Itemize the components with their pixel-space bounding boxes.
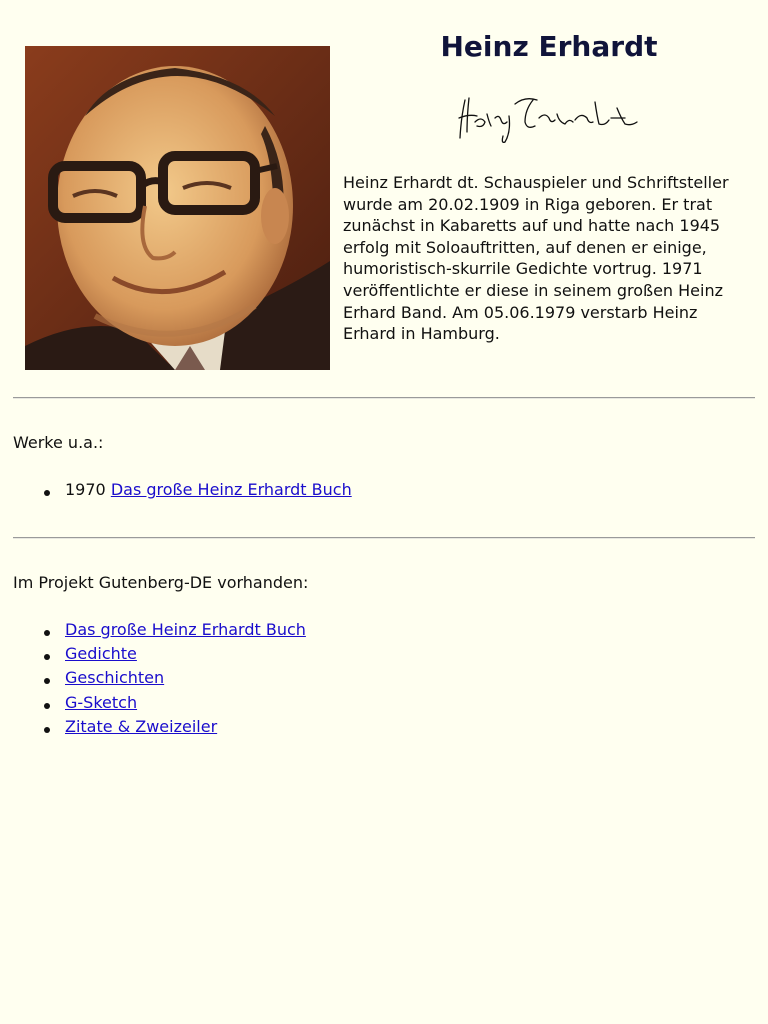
list-item <box>40 691 306 715</box>
link-erhardt-buch[interactable]: Das große Heinz Erhardt Buch <box>65 620 306 639</box>
link-zitate-zweizeiler[interactable]: Zitate & Zweizeiler <box>65 716 218 736</box>
gutenberg-heading: Im Projekt Gutenberg-DE vorhanden: <box>13 573 309 592</box>
work-link-erhardt-buch[interactable]: Das große Heinz Erhardt Buch <box>110 480 352 499</box>
divider <box>13 397 755 399</box>
link-gedichte[interactable]: Gedichte <box>65 644 137 664</box>
link-g-sketch[interactable]: G-Sketch <box>65 692 138 712</box>
signature <box>455 92 640 144</box>
works-list <box>40 478 352 502</box>
list-item <box>40 642 306 666</box>
biography-text: Heinz Erhardt dt. Schauspieler und Schriftsteller wurde am 20.02.1909 in Riga geboren. Er trat zunächst in Kabaretts auf und hatte nach 1945 erfolg mit Soloauftritten, auf denen er einige, humoristisch-skurrile Gedichte vortrug. 1971 veröffentlichte er diese in seinem großen Heinz Erhard Band. Am 05.06.1979 verstarb Heinz Erhard in Hamburg. <box>343 173 729 344</box>
gutenberg-list <box>40 618 306 739</box>
signature-image <box>455 92 640 144</box>
page-title: Heinz Erhardt <box>440 30 658 63</box>
portrait-image <box>25 46 330 370</box>
list-item <box>40 478 352 502</box>
list-item <box>40 666 306 690</box>
list-item <box>40 618 306 642</box>
author-portrait <box>25 46 330 370</box>
work-year: 1970 <box>65 480 106 499</box>
works-heading: Werke u.a.: <box>13 433 104 452</box>
list-item <box>40 715 306 739</box>
link-geschichten[interactable]: Geschichten <box>65 668 165 688</box>
divider <box>13 537 755 539</box>
